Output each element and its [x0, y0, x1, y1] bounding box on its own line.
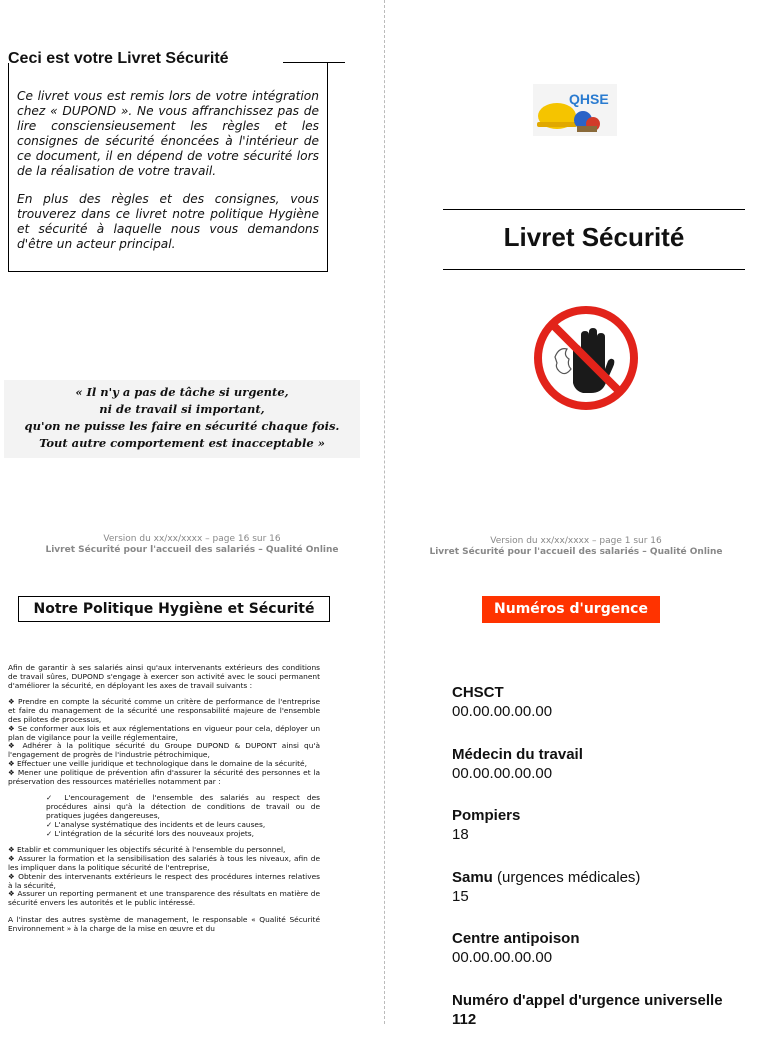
policy-item: ❖ Etablir et communiquer les objectifs sécurité à l'ensemble du personnel, [8, 846, 320, 855]
policy-title: Notre Politique Hygiène et Sécurité [18, 596, 330, 622]
book-title: Livret Sécurité [443, 222, 745, 253]
contact-name: Pompiers [452, 807, 520, 824]
footer-version: Version du xx/xx/xxxx – page 16 sur 16 [0, 534, 384, 545]
policy-item: ❖ Adhérer à la politique sécurité du Groupe DUPOND & DUPONT ainsi qu'à l'engagement de progrès de l'industrie pétrochimique, [8, 742, 320, 760]
policy-item: ❖ Assurer un reporting permanent et une transparence des résultats en matière de sécurité envers les autorités et le public intéressé. [8, 890, 320, 908]
emergency-numbers-title: Numéros d'urgence [482, 596, 660, 623]
title-rule-top [443, 209, 745, 210]
page-footer-left [0, 534, 384, 556]
policy-subitem: ✓ L'intégration de la sécurité lors des nouveaux projets, [46, 830, 320, 839]
footer-version: Version du xx/xx/xxxx – page 1 sur 16 [384, 536, 768, 547]
page-fold-line [384, 0, 385, 1024]
intro-paragraph-1: Ce livret vous est remis lors de votre intégration chez « DUPOND ». Ne vous affranchissez pas de lire consciensieusement les règles et les consignes de sécurité énoncées à l'intérieur de ce document, il en dépend de votre sécurité lors de la réalisation de votre travail. [17, 89, 319, 179]
contact-name: Centre antipoison [452, 930, 580, 947]
policy-body [8, 664, 320, 942]
quote-line: « Il n'y a pas de tâche si urgente, [4, 384, 360, 401]
contact-name: CHSCT [452, 684, 504, 701]
emergency-contact [452, 930, 768, 992]
policy-item: ❖ Obtenir des intervenants extérieurs le respect des procédures internes relatives à la sécurité, [8, 873, 320, 891]
intro-box [8, 63, 328, 272]
intro-title: Ceci est votre Livret Sécurité [8, 50, 229, 68]
qhse-logo-icon [533, 84, 617, 136]
contact-number: 15 [452, 887, 768, 906]
policy-closing: A l'instar des autres système de management, le responsable « Qualité Sécurité Environnement » à la charge de la mise en œuvre et du [8, 916, 320, 934]
policy-intro: Afin de garantir à ses salariés ainsi qu'aux intervenants extérieurs des conditions de travail sûres, DUPOND s'engage à exercer son activité avec le souci permanent d'améliorer la sécurité, en déployant les axes de travail suivants : [8, 664, 320, 690]
policy-item: ❖ Mener une politique de prévention afin d'assurer la sécurité des personnes et la préservation des ressources matérielles notamment par : [8, 769, 320, 787]
contact-number: 00.00.00.00.00 [452, 948, 768, 967]
logo-text: QHSE [569, 91, 609, 107]
contact-name: Médecin du travail [452, 746, 583, 763]
contact-number: 00.00.00.00.00 [452, 702, 768, 721]
page-footer-right [384, 536, 768, 558]
footer-subtitle: Livret Sécurité pour l'accueil des salariés – Qualité Online [0, 545, 384, 556]
emergency-contact [452, 869, 768, 931]
emergency-contact [452, 684, 768, 746]
policy-item: ❖ Assurer la formation et la sensibilisation des salariés à tous les niveaux, afin de les impliquer dans la politique sécurité de l'entreprise, [8, 855, 320, 873]
contact-number: 112 [452, 1010, 768, 1029]
contact-number: 18 [452, 825, 768, 844]
emergency-contact [452, 746, 768, 808]
quote-line: qu'on ne puisse les faire en sécurité chaque fois. [4, 418, 360, 435]
emergency-contacts-list [452, 684, 768, 1053]
policy-subitem: ✓ L'encouragement de l'ensemble des salariés au respect des procédures ainsi qu'à la détection de conditions de travail ou de pratiques jugées dangereuses, [46, 794, 320, 820]
safety-quote [4, 380, 360, 458]
policy-item: ❖ Effectuer une veille juridique et technologique dans le domaine de la sécurité, [8, 760, 320, 769]
quote-line: Tout autre comportement est inacceptable » [4, 435, 360, 452]
contact-name: Numéro d'appel d'urgence universelle [452, 992, 723, 1009]
contact-number: 00.00.00.00.00 [452, 764, 768, 783]
emergency-contact [452, 807, 768, 869]
emergency-contact [452, 992, 768, 1053]
quote-line: ni de travail si important, [4, 401, 360, 418]
contact-note: (urgences médicales) [493, 869, 641, 886]
footer-subtitle: Livret Sécurité pour l'accueil des salariés – Qualité Online [384, 547, 768, 558]
title-rule-bottom [443, 269, 745, 270]
stop-hand-prohibition-icon [533, 305, 639, 411]
policy-item: ❖ Prendre en compte la sécurité comme un critère de performance de l'entreprise et faire du management de la sécurité une responsabilité majeure de l'ensemble des pilotes de processus, [8, 698, 320, 724]
policy-item: ❖ Se conformer aux lois et aux réglementations en vigueur pour cela, déployer un plan de vigilance pour la veille réglementaire, [8, 725, 320, 743]
policy-subitem: ✓ L'analyse systématique des incidents et de leurs causes, [46, 821, 320, 830]
intro-paragraph-2: En plus des règles et des consignes, vous trouverez dans ce livret notre politique Hygiène et sécurité à laquelle nous vous demandons d'être un acteur principal. [17, 192, 319, 252]
contact-name: Samu [452, 869, 493, 886]
